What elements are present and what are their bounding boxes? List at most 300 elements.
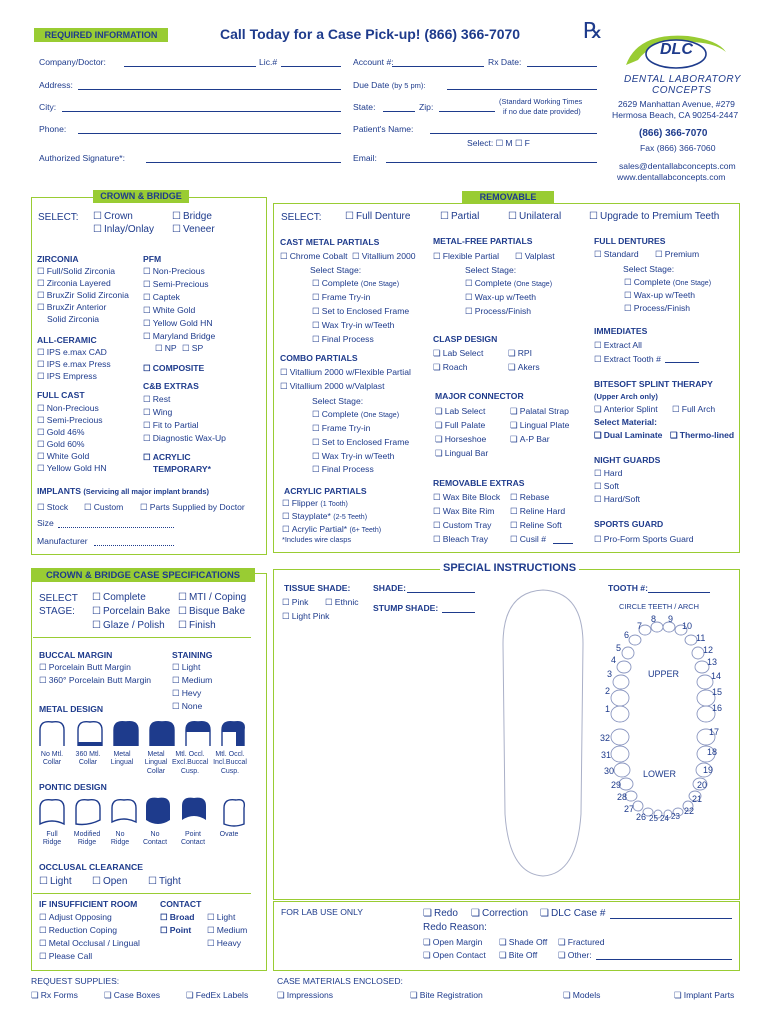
arch-tooth-icon xyxy=(619,778,633,790)
flexible-partial-checkbox[interactable]: ☐ Flexible Partial xyxy=(433,251,499,261)
metal-band-icon xyxy=(78,742,102,746)
tooth-number[interactable]: 6 xyxy=(624,630,630,640)
horseshoe-checkbox[interactable]: ❏ Horseshoe xyxy=(435,434,486,444)
anterior-splint-checkbox[interactable]: ❏ Anterior Splint xyxy=(594,404,658,414)
combo-stage-option[interactable]: ☐ Wax Try-in w/Teeth xyxy=(312,451,394,461)
rem-extra-option[interactable]: ☐ Bleach Tray xyxy=(433,534,488,544)
fd-stage-complete[interactable] xyxy=(624,277,711,288)
mf-stage-option[interactable]: ☐ Process/Finish xyxy=(465,306,531,316)
account-field[interactable] xyxy=(392,66,484,67)
tooth-number-field[interactable] xyxy=(648,592,710,593)
stage-mti-checkbox[interactable]: ☐ MTI / Coping xyxy=(178,592,246,604)
open-margin-checkbox[interactable]: ❏ Open Margin xyxy=(423,937,482,947)
state-label: State: xyxy=(353,102,376,112)
pontic-label xyxy=(106,831,134,848)
metal-fill-icon xyxy=(222,722,244,746)
tissue-ethnic[interactable]: ☐ Ethnic xyxy=(325,597,359,607)
lingual-plate-checkbox[interactable]: ❏ Lingual Plate xyxy=(510,420,569,430)
zip-label: Zip: xyxy=(419,102,434,112)
clasp-lab-select[interactable]: ❏ Lab Select xyxy=(433,348,483,358)
inlay-onlay-checkbox[interactable]: ☐ Inlay/Onlay xyxy=(93,224,154,236)
metal-design-label xyxy=(142,751,170,776)
tissue-pink[interactable]: ☐ Pink xyxy=(282,597,308,607)
implants-heading xyxy=(37,486,209,497)
clasp-heading: CLASP DESIGN xyxy=(433,334,498,344)
call-banner: Call Today for a Case Pick-up! (866) 366-7070 xyxy=(220,26,521,42)
valplast-checkbox[interactable]: ☐ Valplast xyxy=(515,251,555,261)
male-checkbox[interactable]: ☐ M xyxy=(496,138,513,148)
pontic-icon xyxy=(40,800,64,824)
md-line: 360 Mtl. xyxy=(75,751,101,758)
pd-line: No xyxy=(115,831,125,838)
zirconia-option[interactable]: ☐ Full/Solid Zirconia xyxy=(37,266,115,276)
company-email[interactable]: sales@dentallabconcepts.com xyxy=(619,161,736,171)
mf-select-stage: Select Stage: xyxy=(465,265,517,275)
pfm-option[interactable]: ☐ Semi-Precious xyxy=(143,279,209,289)
metal-design-label xyxy=(172,751,208,776)
email-label: Email: xyxy=(353,153,377,163)
pfm-option[interactable]: ☐ Captek xyxy=(143,292,180,302)
staining-option[interactable]: ☐ Light xyxy=(172,662,200,672)
tooth-number[interactable]: 7 xyxy=(637,621,643,631)
pd-line: Point xyxy=(185,831,201,838)
stayplate-text: Stayplate* xyxy=(291,511,331,521)
arch-tooth-icon xyxy=(611,729,629,745)
cast-stage-option[interactable]: ☐ Set to Enclosed Frame xyxy=(312,306,409,316)
special-instructions-title: SPECIAL INSTRUCTIONS xyxy=(440,562,579,575)
vitallium-checkbox[interactable]: ☐ Vitallium 2000 xyxy=(352,251,416,261)
pfm-option[interactable]: ☐ White Gold xyxy=(143,305,195,315)
tooth-number[interactable]: 4 xyxy=(611,655,617,665)
logo-text: DLC xyxy=(660,41,693,58)
impressions-checkbox[interactable]: ❏ Impressions xyxy=(277,990,333,1000)
address-field[interactable] xyxy=(78,89,341,90)
cb-extras-option[interactable]: ☐ Diagnostic Wax-Up xyxy=(143,433,226,443)
address-label: Address: xyxy=(39,80,73,90)
stage-glaze-checkbox[interactable]: ☐ Glaze / Polish xyxy=(92,620,165,632)
pd-line: Contact xyxy=(180,839,206,847)
dual-laminate-checkbox[interactable]: ❏ Dual Laminate xyxy=(594,430,662,440)
metal-design-label xyxy=(74,751,102,768)
stayplate-checkbox[interactable] xyxy=(282,511,367,522)
tooth-number[interactable]: 31 xyxy=(601,750,612,760)
other-field[interactable] xyxy=(596,959,732,960)
md-line: Lingual xyxy=(110,759,134,767)
full-dentures-heading: FULL DENTURES xyxy=(594,236,666,246)
ceramic-option[interactable]: ☐ IPS e.max Press xyxy=(37,359,111,369)
gender-select xyxy=(467,138,530,148)
tooth-number[interactable]: 18 xyxy=(707,747,718,757)
acrylic-temp-checkbox[interactable]: ☐ ACRYLIC xyxy=(143,452,191,462)
female-checkbox[interactable]: ☐ F xyxy=(515,138,530,148)
lic-field[interactable] xyxy=(281,66,341,67)
pfm-option[interactable]: ☐ Non-Precious xyxy=(143,266,205,276)
state-field[interactable] xyxy=(383,111,415,112)
pontic-label xyxy=(70,831,104,848)
rem-extra-option[interactable]: ☐ Reline Soft xyxy=(510,520,562,530)
zirconia-heading: ZIRCONIA xyxy=(37,254,79,264)
insufficient-room-heading: IF INSUFFICIENT ROOM xyxy=(39,899,138,909)
rem-extra-option[interactable]: ☐ Reline Hard xyxy=(510,506,565,516)
fractured-checkbox[interactable]: ❏ Fractured xyxy=(558,937,605,947)
md-line: Incl.Buccal xyxy=(213,759,247,767)
city-field[interactable] xyxy=(62,111,341,112)
pontic-label xyxy=(140,831,170,848)
zirconia-option-cont: Solid Zirconia xyxy=(47,314,100,324)
pd-line: Contact xyxy=(142,839,168,847)
standard-hours-note: (Standard Working Times xyxy=(499,97,583,106)
rem-extra-option[interactable]: ☐ Wax Bite Block xyxy=(433,492,500,502)
upper-arch-note: (Upper Arch only) xyxy=(594,392,658,401)
stage-complete-checkbox[interactable]: ☐ Complete xyxy=(92,592,146,604)
company-address-1: 2629 Manhattan Avenue, #279 xyxy=(618,99,735,109)
bitesoft-heading: BITESOFT SPLINT THERAPY xyxy=(594,379,713,389)
rx-forms-checkbox[interactable]: ❏ Rx Forms xyxy=(31,990,78,1000)
acrylic-partial-checkbox[interactable] xyxy=(282,524,381,535)
authorized-signature-field[interactable] xyxy=(146,162,341,163)
tissue-light-pink[interactable]: ☐ Light Pink xyxy=(282,611,329,621)
rx-date-field[interactable] xyxy=(527,66,597,67)
veneer-checkbox[interactable]: ☐ Veneer xyxy=(172,224,215,236)
cb-select-label: SELECT: xyxy=(38,212,79,223)
temporary-label: TEMPORARY* xyxy=(153,464,211,474)
stock-checkbox[interactable]: ☐ Stock xyxy=(37,502,68,512)
combo-stage-option[interactable]: ☐ Frame Try-in xyxy=(312,423,370,433)
metal-free-heading: METAL-FREE PARTIALS xyxy=(433,236,533,246)
combo-option[interactable]: ☐ Vitallium 2000 w/Flexible Partial xyxy=(280,367,411,377)
full-arch-checkbox[interactable]: ☐ Full Arch xyxy=(672,404,715,414)
cusil-field[interactable] xyxy=(553,543,573,544)
tooth-number[interactable]: 21 xyxy=(692,794,703,804)
pontic-design-icons xyxy=(36,796,246,828)
tooth-number[interactable]: 12 xyxy=(703,645,714,655)
tooth-number[interactable]: 3 xyxy=(607,669,613,679)
arch-tooth-icon xyxy=(617,661,631,673)
fd-stage-option[interactable]: ☐ Wax-up w/Teeth xyxy=(624,290,695,300)
fedex-labels-checkbox[interactable]: ❏ FedEx Labels xyxy=(186,990,248,1000)
mf-stage-complete[interactable] xyxy=(465,278,552,289)
occlusal-tight[interactable]: ☐ Tight xyxy=(148,876,181,888)
metal-design-label xyxy=(212,751,248,776)
size-field[interactable] xyxy=(58,527,174,528)
tooth-number[interactable]: 27 xyxy=(624,804,635,814)
porcelain-360-checkbox[interactable]: ☐ 360° Porcelain Butt Margin xyxy=(39,675,151,685)
tooth-number[interactable]: 16 xyxy=(712,703,723,713)
partial-checkbox[interactable]: ☐ Partial xyxy=(440,211,479,223)
full-cast-option[interactable]: ☐ White Gold xyxy=(37,451,89,461)
sports-guard-heading: SPORTS GUARD xyxy=(594,519,664,529)
case-boxes-checkbox[interactable]: ❏ Case Boxes xyxy=(104,990,160,1000)
staining-option[interactable]: ☐ Medium xyxy=(172,675,212,685)
ap-bar-checkbox[interactable]: ❏ A-P Bar xyxy=(510,434,550,444)
zirconia-option[interactable]: ☐ BruxZir Anterior xyxy=(37,302,106,312)
crown-bridge-title: CROWN & BRIDGE xyxy=(93,190,189,203)
flipper-text: Flipper xyxy=(291,498,318,508)
tooth-number[interactable]: 26 xyxy=(636,812,647,822)
clasp-roach[interactable]: ❏ Roach xyxy=(433,362,468,372)
combo-stage-complete[interactable] xyxy=(312,409,399,420)
pontic-fill-icon xyxy=(182,798,206,820)
redo-reason-label: Redo Reason: xyxy=(423,922,487,933)
metal-design-label xyxy=(108,751,136,768)
models-checkbox[interactable]: ❏ Models xyxy=(563,990,600,1000)
proform-checkbox[interactable]: ☐ Pro-Form Sports Guard xyxy=(594,534,694,544)
custom-checkbox[interactable]: ☐ Custom xyxy=(84,502,123,512)
tooth-icon xyxy=(40,722,64,746)
tooth-number[interactable]: 23 xyxy=(671,812,680,821)
clasp-akers[interactable]: ❏ Akers xyxy=(508,362,540,372)
tissue-shade-label: TISSUE SHADE: xyxy=(284,583,351,593)
pd-line: Full xyxy=(46,831,58,838)
mf-stage-option[interactable]: ☐ Wax-up w/Teeth xyxy=(465,292,536,302)
flipper-checkbox[interactable] xyxy=(282,498,348,509)
contact-medium[interactable]: ☐ Medium xyxy=(207,925,247,935)
unilateral-checkbox[interactable]: ☐ Unilateral xyxy=(508,211,561,223)
rem-select-label: SELECT: xyxy=(281,212,322,223)
removable-extras-heading: REMOVABLE EXTRAS xyxy=(433,478,525,488)
tooth-number[interactable]: 32 xyxy=(600,733,611,743)
tooth-outline-icon xyxy=(497,584,589,880)
insufficient-option[interactable]: ☐ Reduction Coping xyxy=(39,925,117,935)
composite-checkbox[interactable]: ☐ COMPOSITE xyxy=(143,363,204,373)
cusil-checkbox[interactable]: ☐ Cusil # xyxy=(510,534,546,544)
correction-checkbox[interactable]: ❏ Correction xyxy=(471,908,528,920)
cast-stage-option[interactable]: ☐ Frame Try-in xyxy=(312,292,370,302)
company-doctor-field[interactable] xyxy=(124,66,256,67)
major-lab-select[interactable]: ❏ Lab Select xyxy=(435,406,485,416)
full-cast-option[interactable]: ☐ Gold 60% xyxy=(37,439,84,449)
tooth-number[interactable]: 1 xyxy=(605,704,611,714)
rem-extra-option[interactable]: ☐ Custom Tray xyxy=(433,520,491,530)
redo-checkbox[interactable]: ❏ Redo xyxy=(423,908,458,920)
contact-heading: CONTACT xyxy=(160,899,202,909)
occlusal-open[interactable]: ☐ Open xyxy=(92,876,127,888)
cb-extras-option[interactable]: ☐ Wing xyxy=(143,407,172,417)
tooth-number[interactable]: 22 xyxy=(684,806,695,816)
contact-heavy[interactable]: ☐ Heavy xyxy=(207,938,241,948)
tooth-number[interactable]: 28 xyxy=(617,792,628,802)
fd-onestage: (One Stage) xyxy=(672,280,712,287)
arch-tooth-icon xyxy=(633,801,643,811)
request-supplies-label: REQUEST SUPPLIES: xyxy=(31,976,120,986)
stump-shade-field[interactable] xyxy=(442,612,475,613)
staining-option[interactable]: ☐ Hevy xyxy=(172,688,201,698)
zirconia-option[interactable]: ☐ BruxZir Solid Zirconia xyxy=(37,290,129,300)
bite-registration-checkbox[interactable]: ❏ Bite Registration xyxy=(410,990,483,1000)
thermo-lined-checkbox[interactable]: ❏ Thermo-lined xyxy=(670,430,734,440)
extract-tooth-field[interactable] xyxy=(665,362,699,363)
fd-select-stage: Select Stage: xyxy=(623,264,675,274)
shade-off-checkbox[interactable]: ❏ Shade Off xyxy=(499,937,547,947)
full-cast-option[interactable]: ☐ Gold 46% xyxy=(37,427,84,437)
bridge-checkbox[interactable]: ☐ Bridge xyxy=(172,211,212,223)
acrylic-partial-text: Acrylic Partial* xyxy=(291,524,348,534)
insufficient-option[interactable]: ☐ Metal Occlusal / Lingual xyxy=(39,938,140,948)
lic-label: Lic.# xyxy=(259,57,278,67)
dlc-case-field[interactable] xyxy=(610,918,732,919)
cast-stage-option[interactable]: ☐ Wax Try-in w/Teeth xyxy=(312,320,394,330)
pd-line: Ridge xyxy=(110,839,130,847)
pd-line: Modified xyxy=(73,831,101,838)
tooth-number[interactable]: 13 xyxy=(707,657,718,667)
tooth-number-label: TOOTH #: xyxy=(608,583,648,593)
md-line: No Mtl. xyxy=(40,751,64,758)
required-info-banner: REQUIRED INFORMATION xyxy=(34,28,168,42)
upper-arch-label[interactable]: UPPER xyxy=(648,669,680,679)
metal-fill-icon xyxy=(186,722,210,732)
metal-design-icons xyxy=(36,718,246,748)
md-line: Cusp. xyxy=(220,767,240,775)
rem-extra-option[interactable]: ☐ Wax Bite Rim xyxy=(433,506,494,516)
tooth-number[interactable]: 8 xyxy=(651,614,657,624)
stage-finish-checkbox[interactable]: ☐ Finish xyxy=(178,620,216,632)
arch-tooth-icon xyxy=(614,763,630,777)
pfm-option[interactable]: ☐ Maryland Bridge xyxy=(143,331,215,341)
full-palate-checkbox[interactable]: ❏ Full Palate xyxy=(435,420,485,430)
stage-bisque-checkbox[interactable]: ☐ Bisque Bake xyxy=(178,606,245,618)
cb-extras-option[interactable]: ☐ Fit to Partial xyxy=(143,420,199,430)
email-field[interactable] xyxy=(386,162,597,163)
crown-checkbox[interactable]: ☐ Crown xyxy=(93,211,133,223)
tooth-number[interactable]: 15 xyxy=(712,687,723,697)
ceramic-option[interactable]: ☐ IPS e.max CAD xyxy=(37,347,107,357)
tooth-number[interactable]: 14 xyxy=(711,671,722,681)
ceramic-option[interactable]: ☐ IPS Empress xyxy=(37,371,97,381)
pontic-label xyxy=(178,831,208,848)
pd-line: Ridge xyxy=(77,839,97,847)
insufficient-option[interactable]: ☐ Please Call xyxy=(39,951,92,961)
stage-porcelain-checkbox[interactable]: ☐ Porcelain Bake xyxy=(92,606,170,618)
tooth-number[interactable]: 29 xyxy=(611,780,622,790)
bite-off-checkbox[interactable]: ❏ Bite Off xyxy=(499,950,537,960)
full-cast-option[interactable]: ☐ Non-Precious xyxy=(37,403,99,413)
pontic-icon xyxy=(112,800,136,822)
tooth-number[interactable]: 17 xyxy=(709,727,720,737)
staining-option[interactable]: ☐ None xyxy=(172,701,202,711)
tooth-number[interactable]: 19 xyxy=(703,765,714,775)
gender-select-label: Select: xyxy=(467,138,494,148)
company-name-1: DENTAL LABORATORY xyxy=(624,74,741,85)
parts-supplied-checkbox[interactable]: ☐ Parts Supplied by Doctor xyxy=(140,502,245,512)
palatal-strap-checkbox[interactable]: ❏ Palatal Strap xyxy=(510,406,569,416)
tooth-number[interactable]: 20 xyxy=(697,780,708,790)
company-website[interactable]: www.dentallabconcepts.com xyxy=(617,172,726,182)
lab-use-title: FOR LAB USE ONLY xyxy=(281,907,363,917)
porcelain-butt-checkbox[interactable]: ☐ Porcelain Butt Margin xyxy=(39,662,131,672)
night-guard-hard-soft[interactable]: ☐ Hard/Soft xyxy=(594,494,640,504)
md-line: Metal xyxy=(113,751,131,758)
zirconia-option[interactable]: ☐ Zirconia Layered xyxy=(37,278,111,288)
fd-stage-option[interactable]: ☐ Process/Finish xyxy=(624,303,690,313)
chrome-cobalt-checkbox[interactable]: ☐ Chrome Cobalt xyxy=(280,251,348,261)
tooth-number[interactable]: 30 xyxy=(604,766,615,776)
city-label: City: xyxy=(39,102,57,112)
due-date-field[interactable] xyxy=(447,89,597,90)
combo-option[interactable]: ☐ Vitallium 2000 w/Valplast xyxy=(280,381,384,391)
full-denture-checkbox[interactable]: ☐ Full Denture xyxy=(345,211,410,223)
shade-field[interactable] xyxy=(407,592,475,593)
md-line: Excl.Buccal xyxy=(172,759,209,767)
zip-field[interactable] xyxy=(439,111,495,112)
lingual-bar-checkbox[interactable]: ❏ Lingual Bar xyxy=(435,448,488,458)
company-doctor-label: Company/Doctor: xyxy=(39,57,106,67)
night-guard-soft[interactable]: ☐ Soft xyxy=(594,481,619,491)
tooth-number[interactable]: 2 xyxy=(605,686,611,696)
insufficient-option[interactable]: ☐ Adjust Opposing xyxy=(39,912,112,922)
tooth-number[interactable]: 24 xyxy=(660,814,669,823)
phone-label: Phone: xyxy=(39,124,67,134)
rem-extra-option[interactable]: ☐ Rebase xyxy=(510,492,549,502)
phone-field[interactable] xyxy=(78,133,341,134)
buccal-margin-heading: BUCCAL MARGIN xyxy=(39,650,113,660)
removable-title: REMOVABLE xyxy=(462,191,554,204)
np-checkbox[interactable]: ☐ NP xyxy=(155,343,177,353)
dlc-case-checkbox[interactable]: ❏ DLC Case # xyxy=(540,908,605,920)
standard-checkbox[interactable]: ☐ Standard xyxy=(594,249,639,259)
tooth-number[interactable]: 25 xyxy=(649,814,658,823)
full-cast-option[interactable]: ☐ Semi-Precious xyxy=(37,415,103,425)
extract-all-checkbox[interactable]: ☐ Extract All xyxy=(594,340,642,350)
metal-design-label xyxy=(38,751,66,768)
major-connector-heading: MAJOR CONNECTOR xyxy=(435,391,524,401)
lower-arch-label[interactable]: LOWER xyxy=(643,769,677,779)
tooth-number[interactable]: 5 xyxy=(616,643,622,653)
premium-checkbox[interactable]: ☐ Premium xyxy=(655,249,699,259)
company-fax: Fax (866) 366-7060 xyxy=(640,143,716,153)
implant-parts-checkbox[interactable]: ❏ Implant Parts xyxy=(674,990,734,1000)
clasp-rpi[interactable]: ❏ RPI xyxy=(508,348,532,358)
tooth-number[interactable]: 10 xyxy=(682,621,693,631)
night-guard-hard[interactable]: ☐ Hard xyxy=(594,468,622,478)
tooth-number[interactable]: 11 xyxy=(696,633,706,643)
contact-broad[interactable]: ☐ Broad xyxy=(160,912,195,922)
cb-extras-option[interactable]: ☐ Rest xyxy=(143,394,170,404)
sp-checkbox[interactable]: ☐ SP xyxy=(182,343,203,353)
full-cast-option[interactable]: ☐ Yellow Gold HN xyxy=(37,463,107,473)
md-line: Metal xyxy=(147,751,165,758)
pfm-option[interactable]: ☐ Yellow Gold HN xyxy=(143,318,213,328)
tooth-number[interactable]: 9 xyxy=(668,614,674,624)
manufacturer-field[interactable] xyxy=(94,545,174,546)
occlusal-divider xyxy=(33,893,251,894)
account-label: Account #: xyxy=(353,57,394,67)
fd-complete-text: Complete xyxy=(633,277,671,287)
combo-stage-option[interactable]: ☐ Set to Enclosed Frame xyxy=(312,437,409,447)
md-line: Mtl. Occl. xyxy=(175,751,205,758)
patient-name-field[interactable] xyxy=(430,133,597,134)
spec-divider xyxy=(33,637,251,638)
full-cast-heading: FULL CAST xyxy=(37,390,85,400)
other-checkbox[interactable]: ❏ Other: xyxy=(558,950,592,960)
extract-tooth-checkbox[interactable]: ☐ Extract Tooth # xyxy=(594,354,661,364)
mf-complete-text: Complete xyxy=(474,278,512,288)
combo-stage-option[interactable]: ☐ Final Process xyxy=(312,464,374,474)
all-ceramic-heading: ALL-CERAMIC xyxy=(37,335,97,345)
combo-select-stage: Select Stage: xyxy=(312,396,364,406)
pontic-label xyxy=(214,831,244,839)
cast-stage-option[interactable]: ☐ Final Process xyxy=(312,334,374,344)
circle-teeth-label: CIRCLE TEETH / ARCH xyxy=(619,602,699,611)
contact-point[interactable]: ☐ Point xyxy=(160,925,191,935)
upgrade-premium-checkbox[interactable]: ☐ Upgrade to Premium Teeth xyxy=(589,211,719,223)
company-phone: (866) 366-7070 xyxy=(639,128,708,139)
flipper-note: (1 Tooth) xyxy=(320,501,348,508)
open-contact-checkbox[interactable]: ❏ Open Contact xyxy=(423,950,486,960)
occlusal-light[interactable]: ☐ Light xyxy=(39,876,72,888)
arch-tooth-icon xyxy=(611,706,629,722)
contact-light[interactable]: ☐ Light xyxy=(207,912,235,922)
cast-stage-complete[interactable] xyxy=(312,278,399,289)
